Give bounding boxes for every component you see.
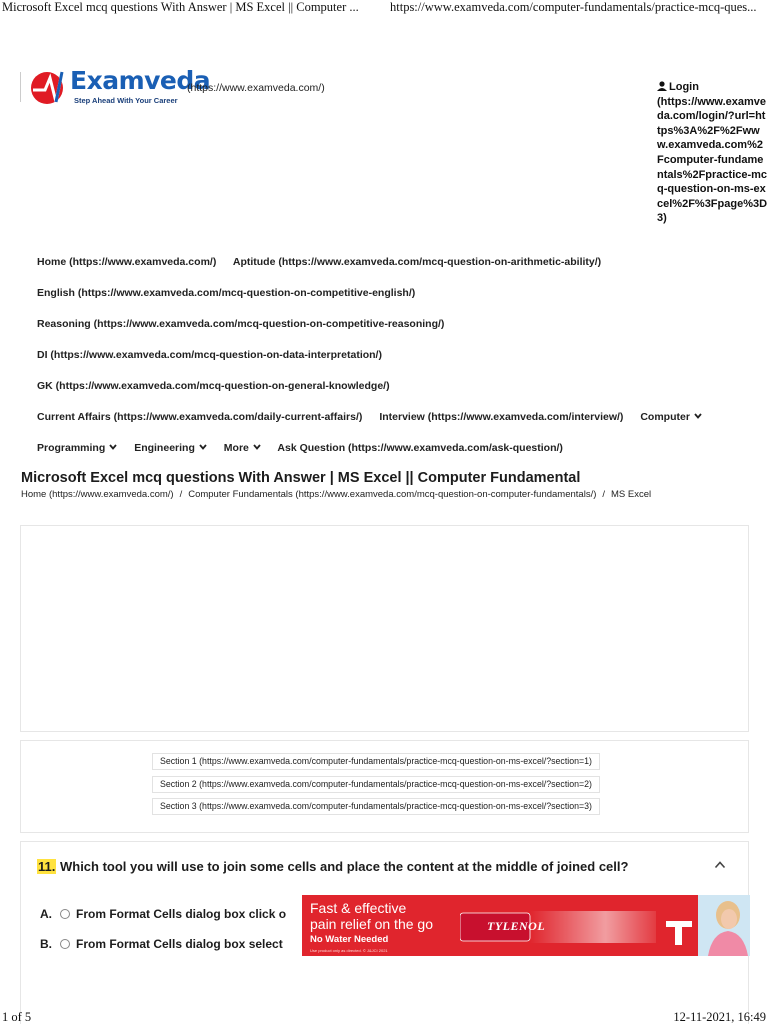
nav-row-5 — [37, 380, 404, 392]
login-url: (https://www.examveda.com/login/?url=https%3A%2F%2Fwww.examveda.com%2Fcomputer-fundamentals%2Fpractice-mcq-question-on-ms-excel%2F%3Fpage%3D3) — [657, 95, 768, 225]
site-logo-link[interactable] — [30, 66, 211, 108]
question-number: 11. — [38, 859, 56, 874]
nav-item-gk[interactable]: GK (https://www.examveda.com/mcq-question-on-general-knowledge/) — [37, 380, 390, 392]
breadcrumb-current: MS Excel — [611, 489, 652, 500]
logo-mark-icon — [30, 68, 72, 108]
banner-model-image — [698, 895, 750, 956]
option-a-radio[interactable] — [60, 909, 70, 919]
nav-item-engineering[interactable] — [134, 442, 207, 454]
option-b-radio[interactable] — [60, 939, 70, 949]
section-2-link[interactable]: Section 2 (https://www.examveda.com/computer-fundamentals/practice-mcq-question-on-ms-excel/?section=2) — [152, 776, 600, 793]
nav-item-current-affairs[interactable]: Current Affairs (https://www.examveda.com/daily-current-affairs/) — [37, 411, 363, 423]
print-page-url: https://www.examveda.com/computer-fundamentals/practice-mcq-ques... — [390, 0, 757, 14]
logo-tagline: Step Ahead With Your Career — [74, 96, 178, 105]
option-b-letter: B. — [40, 937, 52, 951]
breadcrumb-computer-fundamentals[interactable]: Computer Fundamentals (https://www.examveda.com/mcq-question-on-computer-fundamentals/) — [188, 489, 597, 500]
chevron-up-icon[interactable] — [714, 860, 726, 869]
nav-row-6 — [37, 411, 716, 423]
breadcrumb — [21, 489, 651, 500]
question-text: Which tool you will use to join some cells and place the content at the middle of joined cell? — [59, 859, 629, 874]
nav-item-more[interactable] — [224, 442, 261, 454]
section-3-link[interactable]: Section 3 (https://www.examveda.com/computer-fundamentals/practice-mcq-question-on-ms-excel/?section=3) — [152, 798, 600, 815]
option-b[interactable] — [40, 937, 283, 951]
nav-item-programming-label: Programming — [37, 442, 106, 454]
nav-item-computer[interactable] — [640, 411, 702, 423]
page-title: Microsoft Excel mcq questions With Answer | MS Excel || Computer Fundamental — [21, 470, 581, 486]
breadcrumb-separator: / — [179, 489, 183, 500]
logo-word-end: veda — [144, 66, 211, 95]
nav-row-1 — [37, 256, 615, 268]
print-footer — [0, 1010, 768, 1024]
nav-item-engineering-label: Engineering — [134, 442, 195, 454]
nav-row-2 — [37, 287, 429, 299]
nav-item-home[interactable]: Home (https://www.examveda.com/) — [37, 256, 217, 268]
nav-item-more-label: More — [223, 442, 249, 454]
logo-url-text: (https://www.examveda.com/) — [187, 82, 325, 94]
person-illustration-icon — [698, 895, 750, 956]
print-datetime: 12-11-2021, 16:49 — [673, 1010, 766, 1024]
option-a-letter: A. — [40, 907, 52, 921]
logo-word-start: Exam — [70, 66, 145, 95]
section-1-link[interactable]: Section 1 (https://www.examveda.com/computer-fundamentals/practice-mcq-question-on-ms-excel/?section=1) — [152, 753, 600, 770]
banner-subline: No Water Needed — [310, 934, 389, 945]
nav-item-reasoning[interactable]: Reasoning (https://www.examveda.com/mcq-question-on-competitive-reasoning/) — [37, 318, 445, 330]
breadcrumb-home[interactable]: Home (https://www.examveda.com/) — [21, 489, 174, 500]
nav-item-interview[interactable]: Interview (https://www.examveda.com/interview/) — [379, 411, 624, 423]
chevron-down-icon — [253, 444, 261, 450]
banner-brand-name: TYLENOL — [487, 919, 546, 933]
chevron-down-icon — [199, 444, 207, 450]
nav-item-programming[interactable] — [37, 442, 117, 454]
print-header — [0, 0, 768, 20]
nav-item-english[interactable]: English (https://www.examveda.com/mcq-question-on-competitive-english/) — [37, 287, 416, 299]
nav-row-4 — [37, 349, 396, 361]
nav-row-3 — [37, 318, 458, 330]
option-b-text: From Format Cells dialog box select — [76, 937, 283, 951]
option-a[interactable] — [40, 907, 286, 921]
nav-item-di[interactable]: DI (https://www.examveda.com/mcq-question-on-data-interpretation/) — [37, 349, 382, 361]
chevron-down-icon — [109, 444, 117, 450]
banner-headline-2: pain relief on the go — [310, 916, 433, 932]
section-links-panel — [20, 740, 749, 833]
login-label: Login — [669, 81, 699, 93]
print-page-count: 1 of 5 — [2, 1010, 32, 1024]
chevron-down-icon — [694, 413, 702, 419]
banner-headline-1: Fast & effective — [310, 900, 407, 916]
nav-item-computer-label: Computer — [640, 411, 690, 423]
tylenol-logo-icon — [662, 917, 696, 947]
user-icon — [657, 81, 667, 91]
print-page-title: Microsoft Excel mcq questions With Answer | MS Excel || Computer ... — [2, 0, 359, 14]
ad-placeholder — [20, 525, 749, 732]
nav-item-ask-question[interactable]: Ask Question (https://www.examveda.com/ask-question/) — [277, 442, 563, 454]
banner-fine-print: Use product only as directed. © J&JCI 2021 — [310, 948, 388, 953]
tylenol-banner-ad[interactable] — [302, 895, 750, 956]
login-link[interactable] — [657, 80, 768, 226]
header-divider — [20, 72, 21, 102]
nav-item-aptitude[interactable]: Aptitude (https://www.examveda.com/mcq-question-on-arithmetic-ability/) — [232, 256, 602, 268]
nav-row-7 — [37, 442, 577, 454]
breadcrumb-separator: / — [602, 489, 606, 500]
question-heading — [37, 859, 628, 874]
option-a-text: From Format Cells dialog box click o — [76, 907, 287, 921]
